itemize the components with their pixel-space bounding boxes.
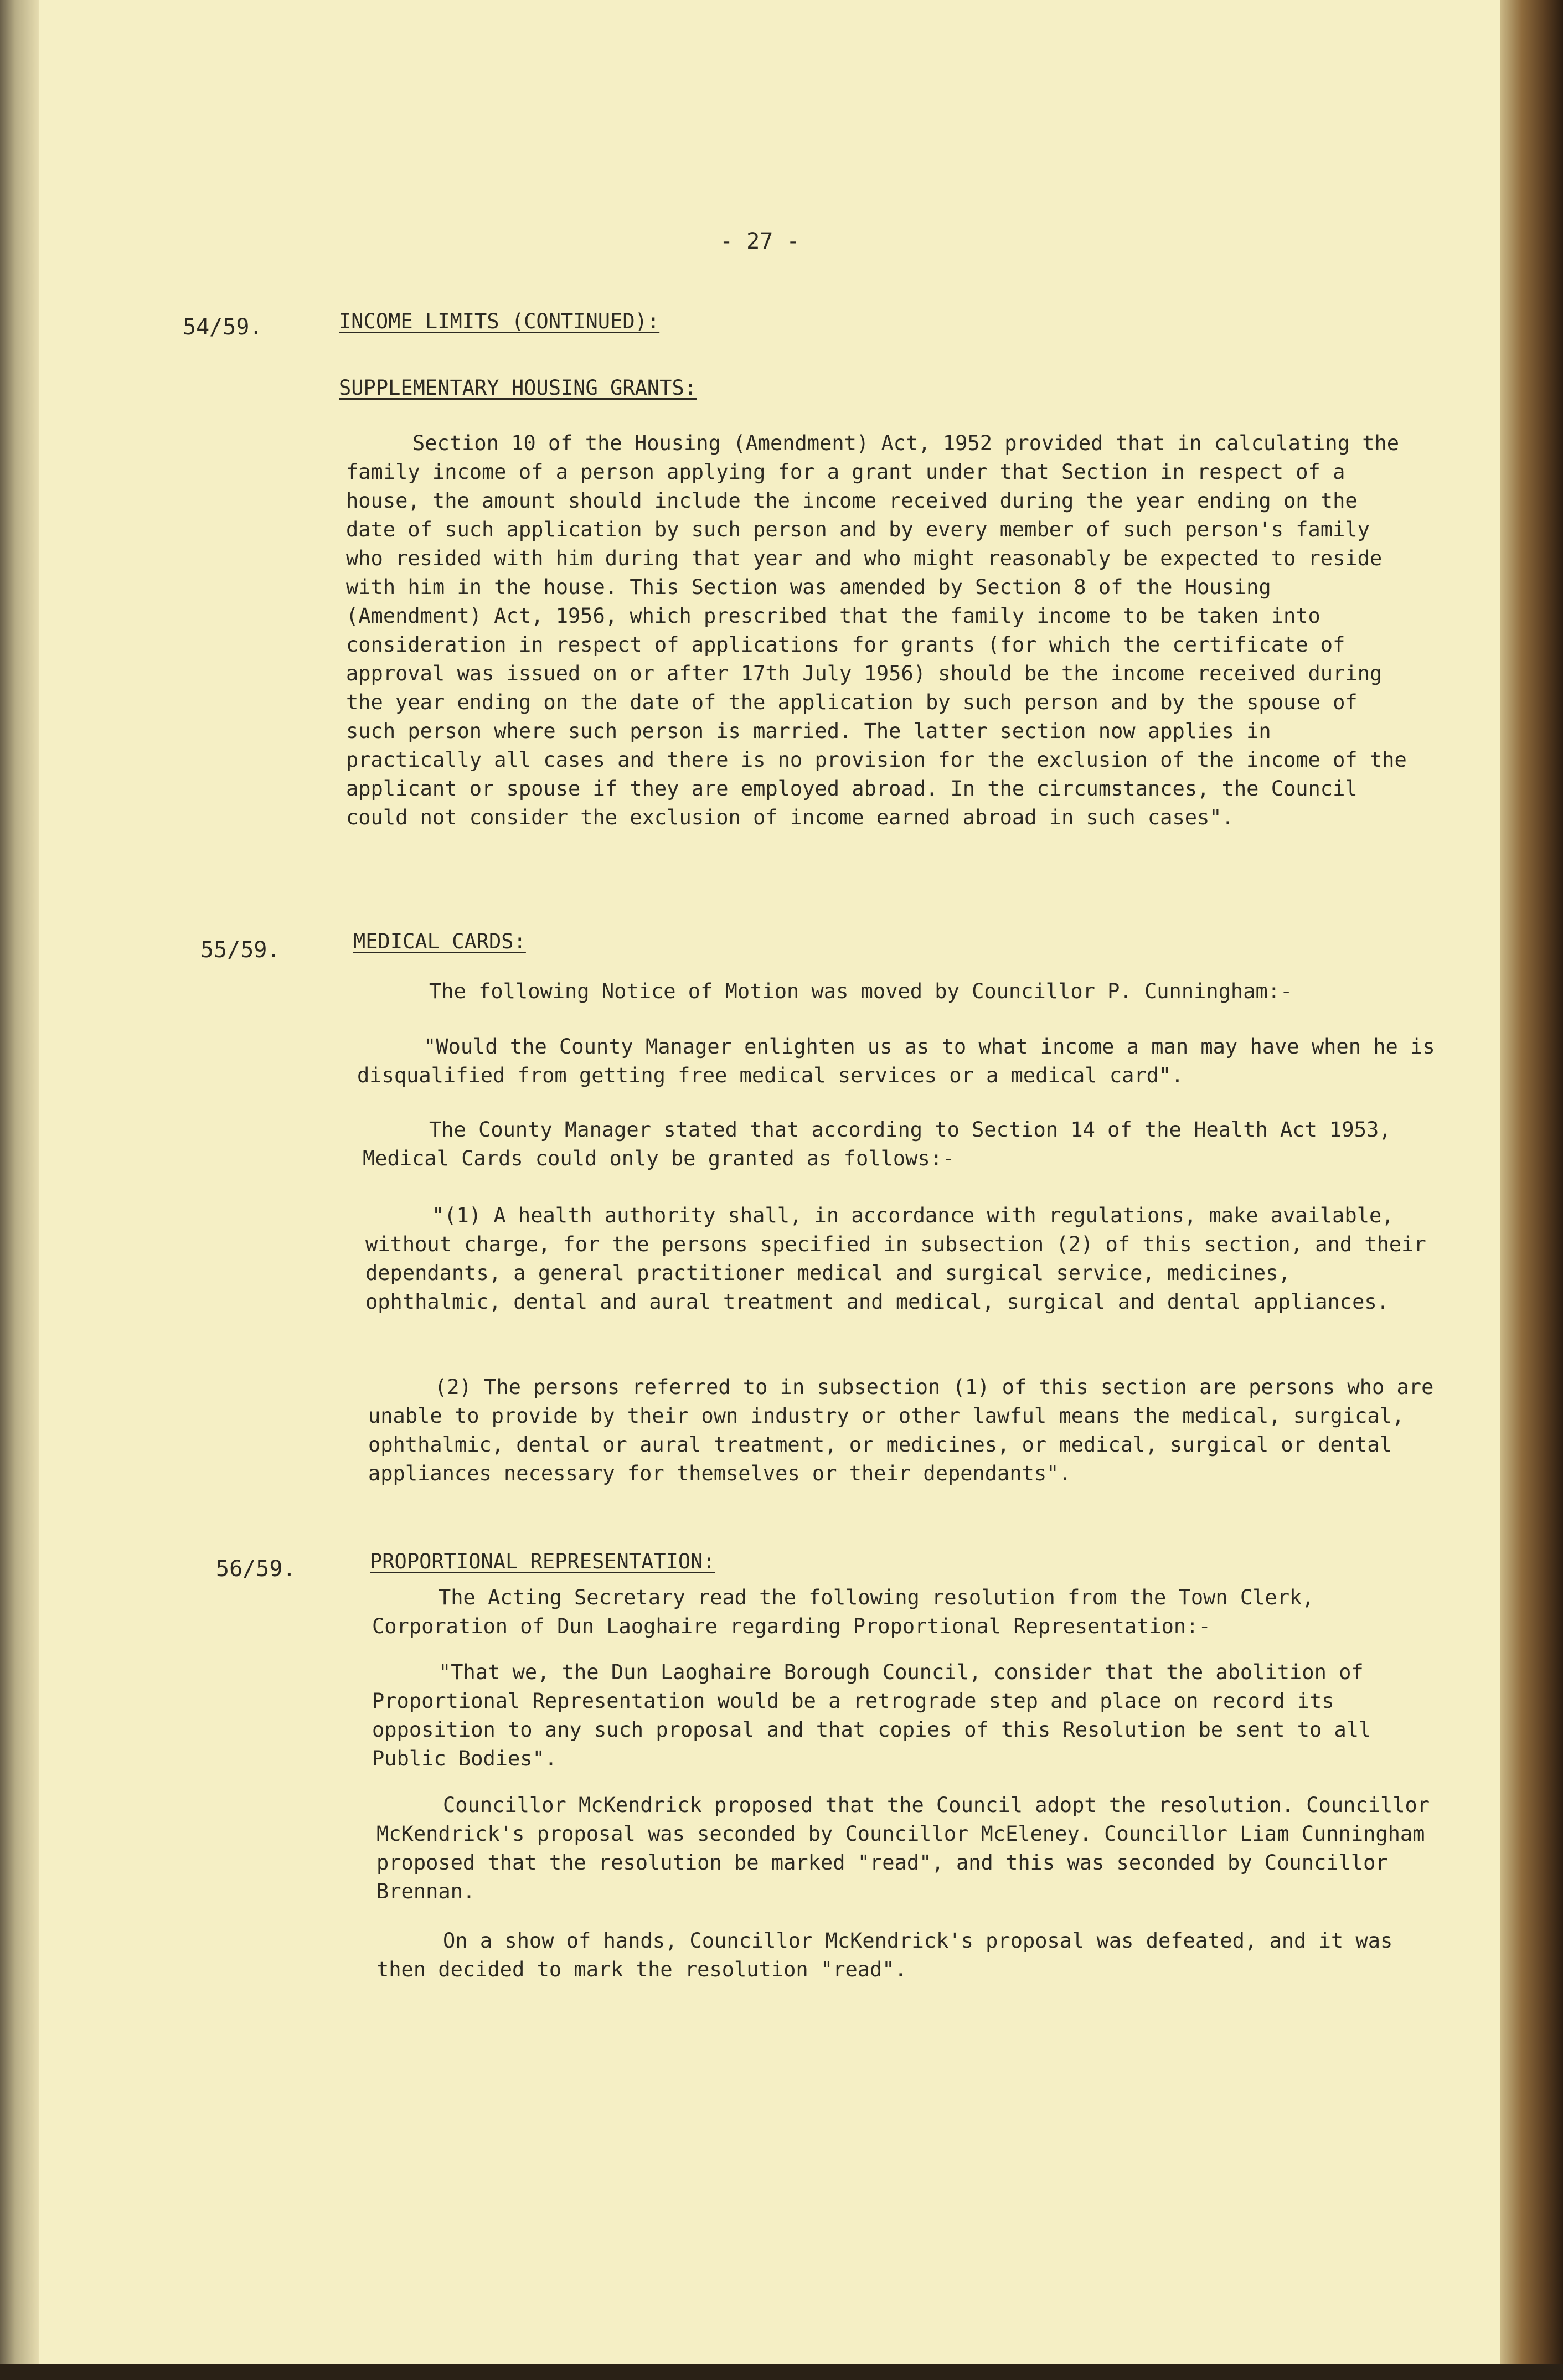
paragraph: "That we, the Dun Laoghaire Borough Council, consider that the abolition of Proportional Representation would be a retrograde step and place on record its opposition to any such proposal and that copies of this Resolution be sent to all Public Bodies".	[372, 1660, 1384, 1770]
paragraph: On a show of hands, Councillor McKendrick's proposal was defeated, and it was then decided to mark the resolution "read".	[376, 1929, 1405, 1981]
paragraph: "(1) A health authority shall, in accordance with regulations, make available, without charge, for the persons specified in subsection (2) of this section, and their dependants, a general practitioner medical and surgical service, medicines, ophthalmic, dental and aural treatment and medical, surgical and dental appliances.	[365, 1204, 1439, 1314]
section-ref-56: 56/59.	[216, 1556, 296, 1582]
paragraph: Councillor McKendrick proposed that the Council adopt the resolution. Councillor McKendrick's proposal was seconded by Councillor McEleney. Councillor Liam Cunningham proposed that the resolution be marked "read", and this was seconded by Councillor Brennan.	[376, 1793, 1442, 1903]
section-heading-income-limits: INCOME LIMITS (CONTINUED):	[339, 309, 660, 333]
section-ref-55: 55/59.	[200, 937, 281, 963]
section-heading-proportional-representation: PROPORTIONAL REPRESENTATION:	[370, 1550, 715, 1573]
page-number: - 27 -	[720, 229, 800, 254]
scan-bottom-border	[0, 2364, 1563, 2380]
paragraph: The following Notice of Motion was moved by Councillor P. Cunningham:-	[429, 979, 1293, 1003]
paragraph: (2) The persons referred to in subsection (1) of this section are persons who are unable to provide by their own industry or other lawful means the medical, surgical, ophthalmic, dental or aural treatment, or medicines, or medical, surgical or dental appliances necessary for themselves or their dependants".	[368, 1375, 1446, 1485]
page-stack-edge	[1500, 0, 1563, 2380]
section-ref-54: 54/59.	[183, 314, 263, 340]
subheading-supplementary-housing-grants: SUPPLEMENTARY HOUSING GRANTS:	[339, 376, 697, 400]
paragraph: Section 10 of the Housing (Amendment) Act, 1952 provided that in calculating the family income of a person applying for a grant under that Section in respect of a house, the amount should include the income received during the year ending on the date of such application by such person and by every member of such person's family who resided with him during that year and who might reasonably be expected to reside with him in the house. This Section was amended by Section 8 of the Housing (Amendment) Act, 1956, which prescribed that the family income to be taken into consideration in respect of applications for grants (for which the certificate of approval was issued on or after 17th July 1956) should be the income received during the year ending on the date of the application by such person and by the spouse of such person where such person is married. The latter section now applies in practically all cases and there is no provision for the exclusion of the income of the applicant or spouse if they are employed abroad. In the circumstances, the Council could not consider the exclusion of income earned abroad in such cases".	[346, 431, 1420, 829]
section-heading-medical-cards: MEDICAL CARDS:	[353, 930, 526, 953]
book-binding	[0, 0, 39, 2364]
paragraph: The Acting Secretary read the following resolution from the Town Clerk, Corporation of Dun Laoghaire regarding Proportional Representation:-	[372, 1586, 1327, 1638]
paragraph: "Would the County Manager enlighten us as to what income a man may have when he is disqualified from getting free medical services or a medical card".	[357, 1035, 1447, 1087]
paragraph: The County Manager stated that according to Section 14 of the Health Act 1953, Medical Cards could only be granted as follows:-	[363, 1118, 1404, 1170]
